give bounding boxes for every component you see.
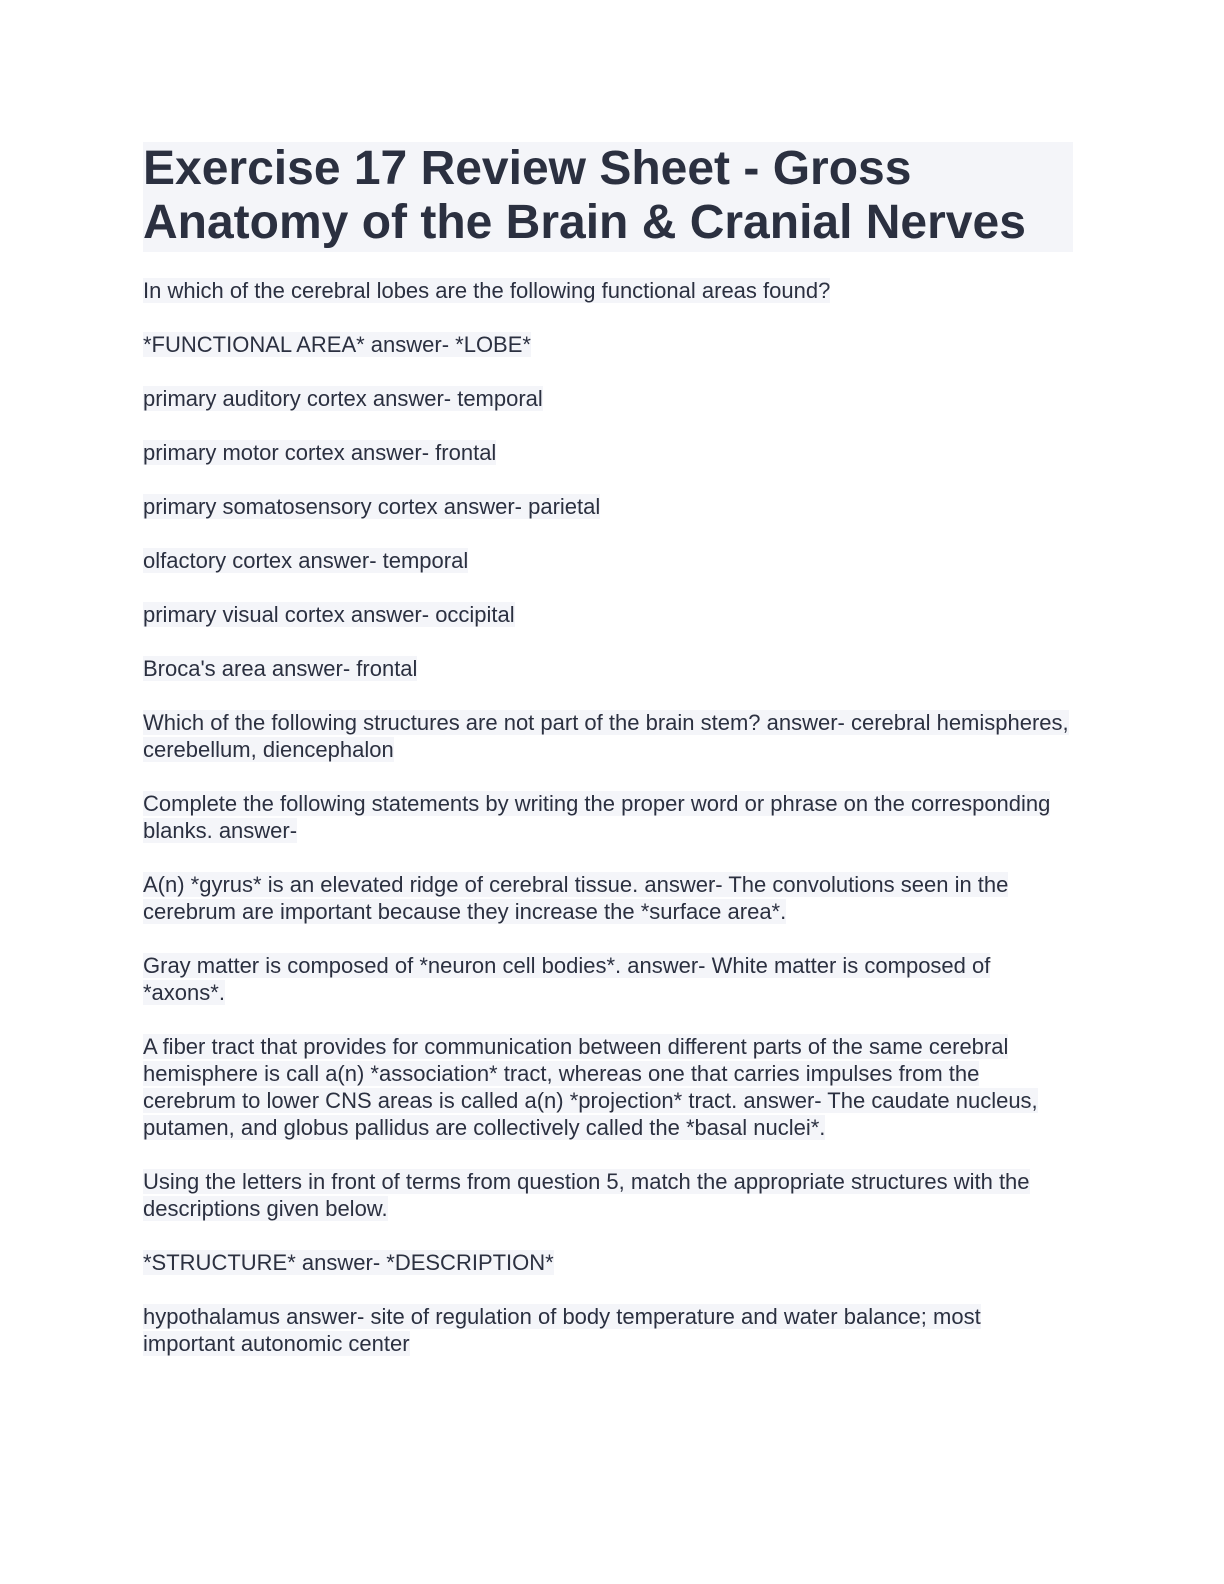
page-title: Exercise 17 Review Sheet - Gross Anatomy of the Brain & Cranial Nerves [143,142,1026,249]
paragraph-text: Broca's area answer- frontal [143,656,418,681]
paragraph-text: primary visual cortex answer- occipital [143,602,515,627]
paragraph-text: Complete the following statements by writing the proper word or phrase on the corresponding blanks. answer- [143,791,1051,843]
paragraph-text: primary motor cortex answer- frontal [143,440,497,465]
paragraph-text: A fiber tract that provides for communication between different parts of the same cerebral hemisphere is call a(n) *association* tract, whereas one that carries impulses from the cerebrum to lower CNS areas is called a(n) *projection* tract. answer- The caudate nucleus, putamen, and globus pallidus are collectively called the *basal nuclei*. [143,1034,1038,1140]
paragraph-text: In which of the cerebral lobes are the following functional areas found? [143,278,831,303]
paragraph [143,871,1073,925]
paragraph [143,1033,1073,1141]
paragraph [143,439,1073,466]
paragraph-text: primary somatosensory cortex answer- parietal [143,494,601,519]
paragraph [143,601,1073,628]
paragraph [143,331,1073,358]
document-page [143,142,1073,1384]
paragraph [143,709,1073,763]
paragraph-text: Using the letters in front of terms from question 5, match the appropriate structures with the descriptions given below. [143,1169,1030,1221]
paragraph [143,1303,1073,1357]
paragraph [143,1168,1073,1222]
paragraph-text: *FUNCTIONAL AREA* answer- *LOBE* [143,332,531,357]
paragraph-text: *STRUCTURE* answer- *DESCRIPTION* [143,1250,554,1275]
paragraph-text: hypothalamus answer- site of regulation of body temperature and water balance; most important autonomic center [143,1304,981,1356]
paragraph [143,385,1073,412]
paragraph [143,655,1073,682]
title-block [143,142,1073,252]
paragraph [143,493,1073,520]
paragraph-text: Gray matter is composed of *neuron cell bodies*. answer- White matter is composed of *axons*. [143,953,991,1005]
paragraph-text: Which of the following structures are not part of the brain stem? answer- cerebral hemispheres, cerebellum, diencephalon [143,710,1069,762]
paragraph-text: primary auditory cortex answer- temporal [143,386,543,411]
paragraph [143,790,1073,844]
paragraph-text: A(n) *gyrus* is an elevated ridge of cerebral tissue. answer- The convolutions seen in the cerebrum are important because they increase the *surface area*. [143,872,1009,924]
paragraph [143,547,1073,574]
paragraph [143,277,1073,304]
paragraph [143,952,1073,1006]
paragraph [143,1249,1073,1276]
paragraph-text: olfactory cortex answer- temporal [143,548,469,573]
